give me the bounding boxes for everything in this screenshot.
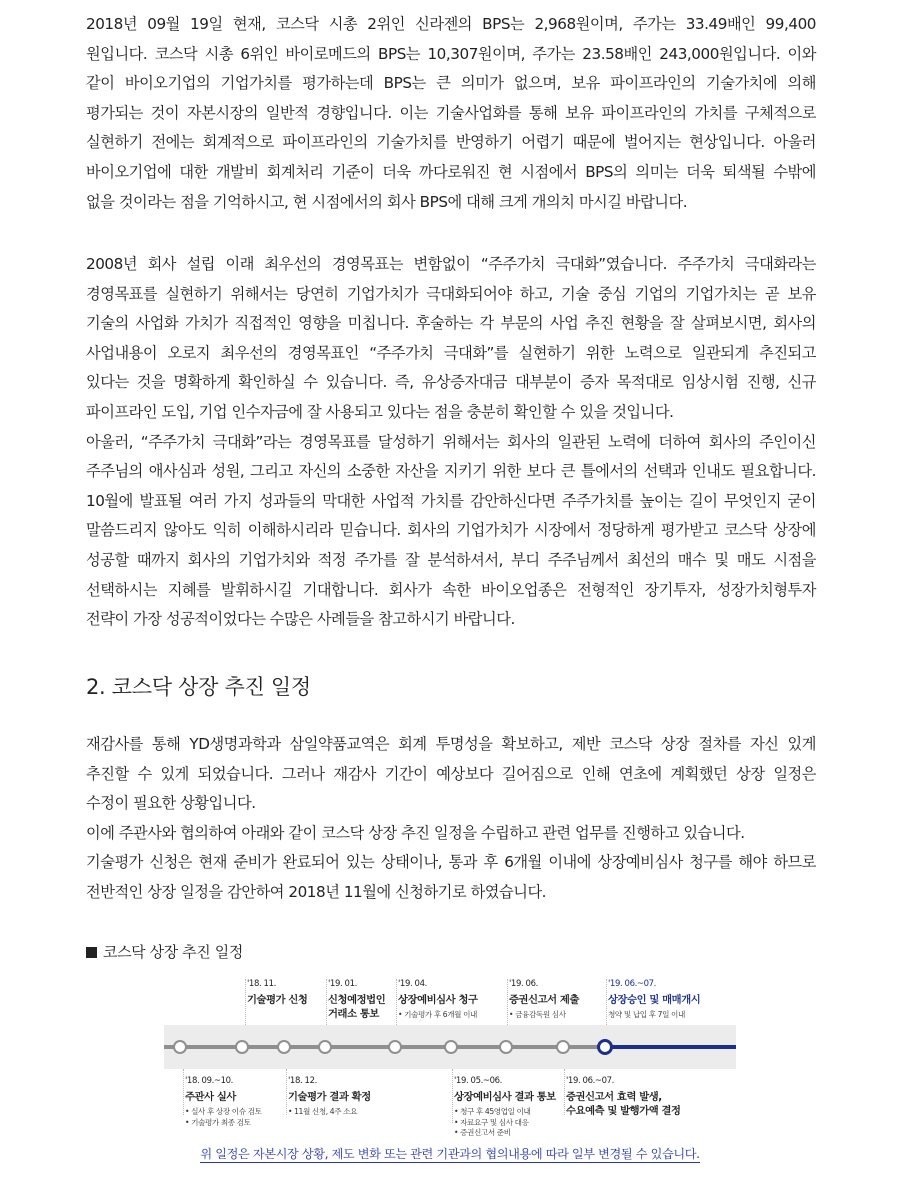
paragraph-listing-schedule	[86, 730, 816, 908]
text-line: 실현하기 전에는 회계적으로 파이프라인의 기술가치를 반영하기 어렵기 때문에 벌어지는 현상입니다. 아울러	[86, 133, 816, 152]
timeline-event	[328, 978, 385, 1021]
event-title: 수요예측 및 발행가액 결정	[566, 1105, 681, 1117]
text-line: 있다는 것을 명확하게 확인하실 수 있습니다. 즉, 유상증자대금 대부분이 증자 목적대로 임상시험 진행, 신규	[86, 373, 816, 392]
event-date: '19. 06.	[509, 979, 538, 989]
event-date: '19. 01.	[328, 979, 357, 989]
text-line: 없을 것이라는 점을 기억하시고, 현 시점에서의 회사 BPS에 대해 크게 개의치 마시길 바랍니다.	[86, 192, 688, 211]
text-line: 기술의 사업화 가치가 직접적인 영향을 미칩니다. 후술하는 각 부문의 사업 추진 현황을 잘 살펴보시면, 회사의	[86, 314, 816, 333]
event-connector	[326, 979, 327, 1025]
event-note: • 11월 신청, 4주 소요	[288, 1107, 358, 1116]
event-connector	[606, 979, 607, 1025]
schedule-title-text: 코스닥 상장 추진 일정	[103, 943, 243, 961]
text-line: 추진할 수 있게 되었습니다. 그러나 재감사 기간이 예상보다 길어짐으로 인해 연초에 계획했던 상장 일정은	[86, 764, 816, 783]
event-date: '19. 05.~06.	[454, 1076, 502, 1086]
timeline-node	[388, 1040, 402, 1054]
event-note: • 증권신고서 준비	[454, 1128, 511, 1137]
timeline-node	[318, 1040, 332, 1054]
text-line: 전략이 가장 성공적이었다는 수많은 사례들을 참고하시기 바랍니다.	[86, 610, 515, 629]
timeline-event	[288, 1075, 371, 1118]
text-line: 2008년 회사 설립 이래 최우선의 경영목표는 변함없이 “주주가치 극대화”였습니다. 주주가치 극대화라는	[86, 255, 816, 273]
event-connector	[452, 1069, 453, 1123]
event-date: '19. 06.~07.	[566, 1076, 614, 1086]
event-date: '19. 04.	[398, 979, 427, 989]
paragraph-bps	[86, 10, 816, 217]
event-connector	[507, 979, 508, 1025]
event-title: 신청예정법인	[328, 994, 386, 1006]
text-line: 2018년 09월 19일 현재, 코스닥 시총 2위인 신라젠의 BPS는 2,968원이며, 주가는 33.49배인 99,400	[86, 15, 816, 33]
timeline-track-final	[605, 1045, 736, 1049]
text-line: 주주님의 애사심과 성원, 그리고 자신의 소중한 자산을 지키기 위한 보다 큰 틀에서의 선택과 인내도 필요합니다.	[86, 462, 816, 481]
timeline-node	[277, 1040, 291, 1054]
timeline-node	[556, 1040, 570, 1054]
timeline-event	[398, 978, 478, 1021]
timeline-node	[499, 1040, 513, 1054]
event-date: '18. 09.~10.	[185, 1076, 233, 1086]
event-connector	[183, 1069, 184, 1115]
schedule-footnote-text: 위 일정은 자본시장 상황, 제도 변화 또는 관련 기관과의 협의내용에 따라 일부 변경될 수 있습니다.	[200, 1147, 700, 1161]
text-line: 재감사를 통해 YD생명과학과 삼일약품교역은 회계 투명성을 확보하고, 제반 코스닥 상장 절차를 자신 있게	[86, 735, 816, 753]
text-line: 아울러, “주주가치 극대화”라는 경영목표를 달성하기 위해서는 회사의 일관된 노력에 더하여 회사의 주인이신	[86, 432, 816, 451]
section-heading: 2. 코스닥 상장 추진 일정	[86, 675, 311, 699]
event-title: 상장예비심사 결과 통보	[454, 1091, 556, 1103]
timeline-node	[597, 1039, 613, 1055]
timeline-event	[509, 978, 579, 1021]
event-title: 기술평가 신청	[247, 994, 308, 1006]
timeline-event	[247, 978, 307, 1007]
event-title: 상장승인 및 매매개시	[608, 994, 701, 1006]
event-note: 청약 및 납입 후 7일 이내	[608, 1010, 685, 1019]
event-note: • 기술평가 후 6개월 이내	[398, 1010, 477, 1019]
text-line: 기술평가 신청은 현재 준비가 완료되어 있는 상태이나, 통과 후 6개월 이내에 상장예비심사 청구를 해야 하므로	[86, 853, 816, 872]
square-bullet-icon	[86, 947, 97, 958]
event-title: 기술평가 결과 확정	[288, 1091, 371, 1103]
event-date: '18. 12.	[288, 1076, 317, 1086]
text-line: 파이프라인 도입, 기업 인수자금에 잘 사용되고 있다는 점을 충분히 확인할 수 있을 것입니다.	[86, 402, 674, 421]
event-connector	[245, 979, 246, 1025]
timeline-node	[444, 1040, 458, 1054]
event-title: 거래소 통보	[328, 1008, 379, 1020]
event-note: • 자료요구 및 심사 대응	[454, 1117, 529, 1127]
text-line: 선택하시는 지혜를 발휘하시길 기대합니다. 회사가 속한 바이오업종은 전형적인 장기투자, 성장가치형투자	[86, 580, 816, 599]
timeline-node	[173, 1040, 187, 1054]
event-note: • 금융감독원 심사	[509, 1010, 566, 1019]
event-title: 증권신고서 효력 발생,	[566, 1091, 662, 1103]
paragraph-shareholder-value	[86, 250, 816, 635]
event-title: 증권신고서 제출	[509, 994, 580, 1006]
text-line: 원입니다. 코스닥 시총 6위인 바이로메드의 BPS는 10,307원이며, 주가는 23.58배인 243,000원입니다. 이와	[86, 44, 816, 63]
event-date: '19. 06.~07.	[608, 979, 656, 989]
event-title: 주관사 실사	[185, 1091, 236, 1103]
text-line: 수정이 필요한 상황입니다.	[86, 794, 256, 813]
text-line: 성공할 때까지 회사의 기업가치와 적정 주가를 잘 분석하셔서, 부디 주주님께서 최선의 매수 및 매도 시점을	[86, 550, 816, 569]
text-line: 10월에 발표될 여러 가지 성과들의 막대한 사업적 가치를 감안하신다면 주주가치를 높이는 길이 무엇인지 굳이	[86, 491, 816, 510]
schedule-title	[86, 941, 243, 962]
event-note: • 실사 후 상장 이슈 검토	[185, 1107, 262, 1116]
text-line: 경영목표를 실현하기 위해서는 당연히 기업가치가 극대화되어야 하고, 기술 중심 기업의 기업가치는 곧 보유	[86, 284, 816, 303]
text-line: 사업내용이 오로지 최우선의 경영목표인 “주주가치 극대화”를 실현하기 위한 노력으로 일관되게 추진되고	[86, 343, 816, 362]
schedule-footnote	[0, 1145, 900, 1162]
event-date: '18. 11.	[247, 979, 276, 989]
event-connector	[286, 1069, 287, 1115]
event-note: • 기술평가 최종 검토	[185, 1117, 251, 1127]
event-title: 상장예비심사 청구	[398, 994, 478, 1006]
text-line: 같이 바이오기업의 기업가치를 평가하는데 BPS는 큰 의미가 없으며, 보유 파이프라인의 기술가치에 의해	[86, 74, 816, 93]
event-connector	[396, 979, 397, 1025]
timeline-event	[566, 1075, 681, 1118]
event-connector	[564, 1069, 565, 1115]
timeline-track	[164, 1045, 605, 1049]
timeline-event	[185, 1075, 262, 1128]
text-line: 말씀드리지 않아도 익히 이해하시리라 믿습니다. 회사의 기업가치가 시장에서 정당하게 평가받고 코스닥 상장에	[86, 521, 816, 540]
event-note: • 청구 후 45영업일 이내	[454, 1107, 531, 1116]
timeline-node	[235, 1040, 249, 1054]
listing-timeline	[0, 975, 900, 1135]
text-line: 전반적인 상장 일정을 감안하여 2018년 11월에 신청하기로 하였습니다.	[86, 882, 547, 901]
text-line: 바이오기업에 대한 개발비 회계처리 기준이 더욱 까다로워진 현 시점에서 BPS의 의미는 더욱 퇴색될 수밖에	[86, 162, 816, 181]
timeline-event	[608, 978, 700, 1021]
timeline-event	[454, 1075, 556, 1139]
text-line: 평가되는 것이 자본시장의 일반적 경향입니다. 이는 기술사업화를 통해 보유 파이프라인의 가치를 구체적으로	[86, 103, 816, 122]
text-line: 이에 주관사와 협의하여 아래와 같이 코스닥 상장 추진 일정을 수립하고 관련 업무를 진행하고 있습니다.	[86, 823, 745, 842]
